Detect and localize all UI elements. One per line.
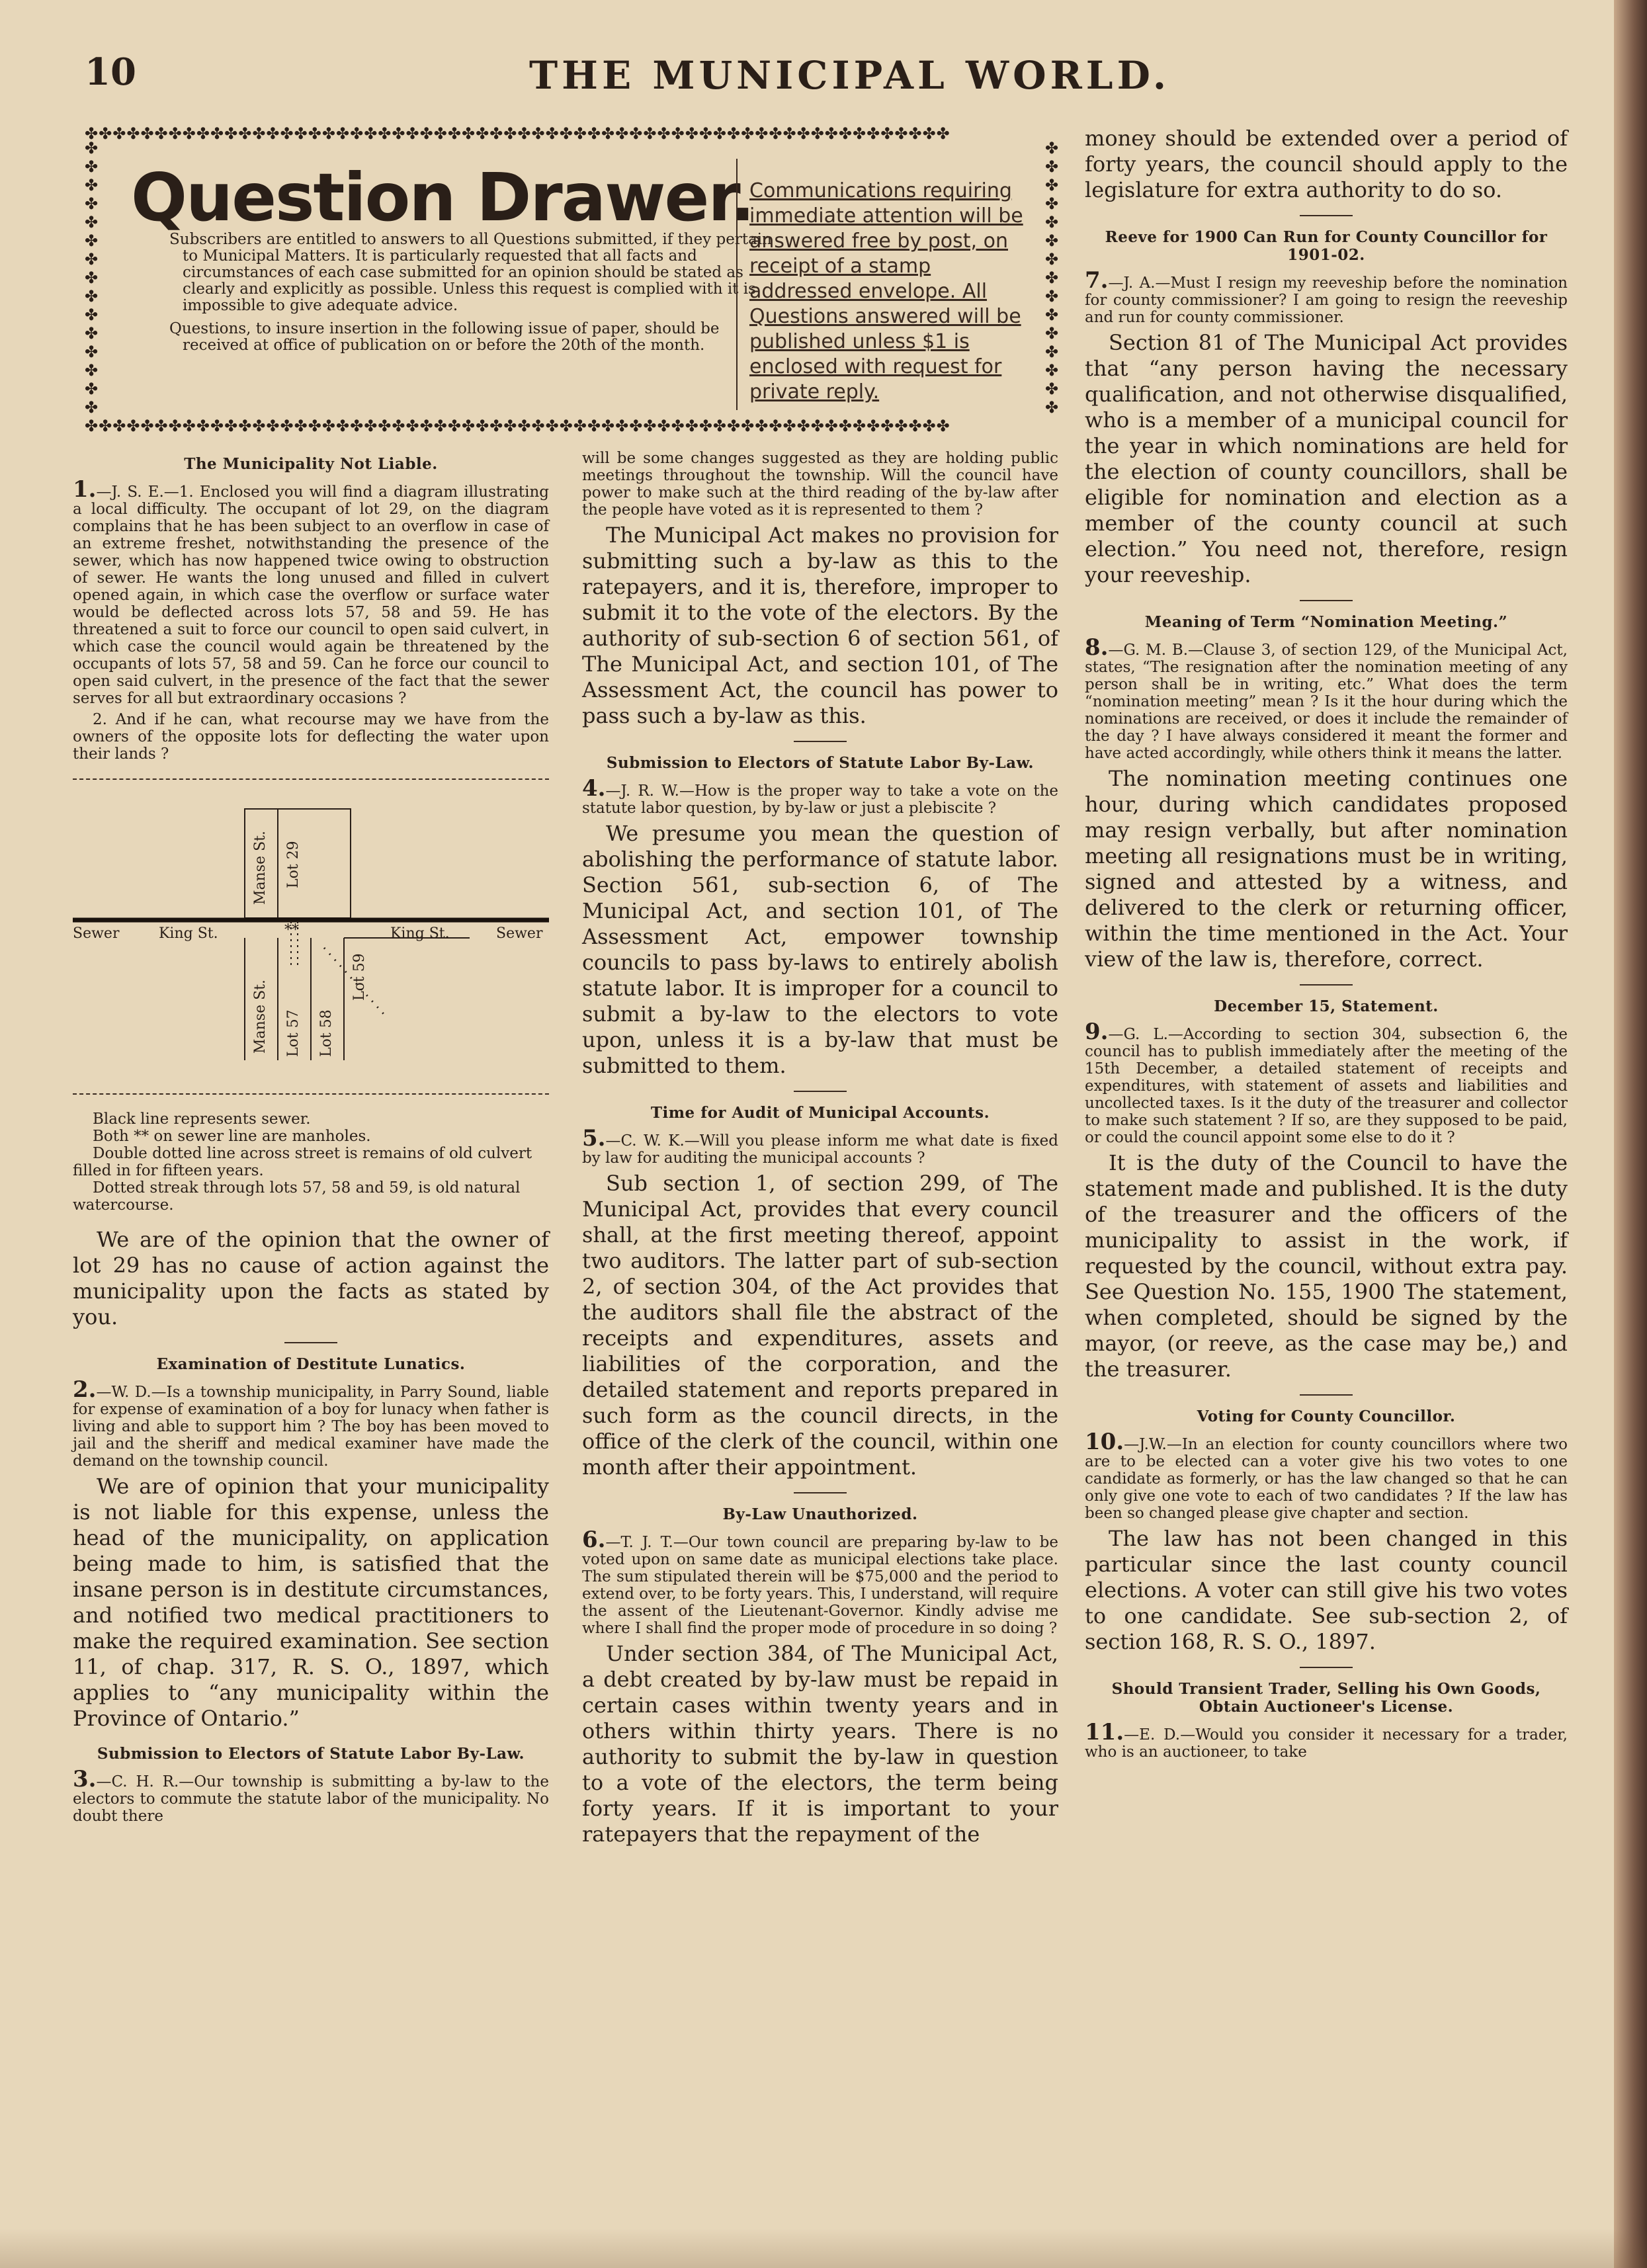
- question-9: [1085, 1019, 1568, 1146]
- private-reply-notice: Communications requiring immediate attention will be answered free by post, on receipt of a stamp addressed envelope. All Questions answered will be published unless $1 is enclosed with request for private reply.: [749, 179, 1023, 403]
- question-text: —E. D.—Would you consider it necessary for a trader, who is an auctioneer, to take: [1085, 1726, 1568, 1761]
- column-1: [73, 450, 549, 1829]
- section-heading: By-Law Unauthorized.: [722, 1505, 918, 1523]
- lot-diagram: [73, 796, 549, 1093]
- journal-title: THE MUNICIPAL WORLD.: [529, 53, 1171, 98]
- section-heading: Should Transient Trader, Selling his Own Goods, Obtain Auctioneer's License.: [1111, 1680, 1541, 1716]
- diagram-label-sewer-left: Sewer: [73, 925, 120, 942]
- answer-6-continued: money should be extended over a period of forty years, the council should apply to the legislature for extra authority to do so.: [1085, 126, 1568, 202]
- question-number: 1.: [73, 476, 97, 503]
- divider: [1300, 1394, 1353, 1396]
- section-heading: Examination of Destitute Lunatics.: [156, 1355, 466, 1373]
- ornamental-border-bottom: ✤✤✤✤✤✤✤✤✤✤✤✤✤✤✤✤✤✤✤✤✤✤✤✤✤✤✤✤✤✤✤✤✤✤✤✤✤✤✤✤✤✤✤✤✤✤✤✤✤✤✤✤✤✤✤✤✤✤✤✤✤✤: [85, 418, 950, 434]
- divider: [284, 1342, 337, 1343]
- legend-line: Dotted streak through lots 57, 58 and 59, is old natural watercourse.: [73, 1179, 521, 1214]
- divider: [794, 1091, 847, 1092]
- answer-8: The nomination meeting continues one hour, during which candidates proposed may resign verbally, but after nomination meeting all resignations must be in writing, signed and attested by a witness, and delivered to the clerk or returning officer, within the time mentioned in the Act. Your view of the law is, therefore, correct.: [1085, 766, 1568, 972]
- question-number: 11.: [1085, 1719, 1124, 1745]
- divider: [1300, 1667, 1353, 1668]
- question-4: [582, 775, 1058, 817]
- ornamental-border-top: ✤✤✤✤✤✤✤✤✤✤✤✤✤✤✤✤✤✤✤✤✤✤✤✤✤✤✤✤✤✤✤✤✤✤✤✤✤✤✤✤✤✤✤✤✤✤✤✤✤✤✤✤✤✤✤✤✤✤✤✤✤✤: [85, 126, 950, 142]
- divider: [1300, 984, 1353, 986]
- diagram-label-king-st-left: King St.: [159, 925, 218, 942]
- intro-paragraph-2: Questions, to insure insertion in the following issue of paper, should be received at office of publication on or before the 20th of the month.: [169, 320, 720, 354]
- question-6: [582, 1527, 1058, 1637]
- diagram-label-lot-59: Lot 59: [351, 953, 368, 1001]
- diagram-label-manse-st-lower: Manse St.: [252, 979, 269, 1054]
- diagram-label-sewer-right: Sewer: [496, 925, 543, 942]
- legend-line: Both ** on sewer line are manholes.: [93, 1128, 371, 1145]
- section-heading: Time for Audit of Municipal Accounts.: [650, 1104, 990, 1122]
- diagram-label-manholes: **: [284, 922, 299, 939]
- section-heading: Submission to Electors of Statute Labor By-Law.: [97, 1745, 525, 1763]
- column-3: [1085, 126, 1568, 1765]
- question-7: [1085, 267, 1568, 326]
- diagram-label-manse-st: Manse St.: [252, 830, 269, 905]
- question-drawer-intro: [169, 231, 784, 360]
- divider: [73, 778, 549, 780]
- ornamental-border-left: ✤✤✤✤✤✤✤✤✤✤✤✤✤✤✤: [85, 139, 99, 417]
- question-number: 5.: [582, 1125, 606, 1152]
- diagram-label-lot-29: Lot 29: [285, 841, 302, 888]
- diagram-label-lot-58: Lot 58: [318, 1009, 335, 1057]
- section-heading: December 15, Statement.: [1214, 997, 1439, 1015]
- question-number: 9.: [1085, 1019, 1109, 1045]
- answer-10: The law has not been changed in this particular since the last county council elections. A voter can still give his two votes to one candidate. See sub-section 2, of section 168, R. S. O., 1897.: [1085, 1526, 1568, 1654]
- column-2: [582, 450, 1058, 1854]
- question-drawer-title: Question Drawer.: [131, 159, 754, 236]
- answer-9: It is the duty of the Council to have the statement made and published. It is the duty of the treasurer and the officers of the municipality to assist in the work, if requested by the council, without extra pay. See Question No. 155, 1900 The statement, when completed, should be signed by the mayor, (or reeve, as the case may be,) and the treasurer.: [1085, 1150, 1568, 1382]
- diagram-label-king-st-right: King St.: [390, 925, 450, 942]
- question-text: —J. R. W.—How is the proper way to take a vote on the statute labor question, by by-law or just a plebiscite ?: [582, 782, 1058, 817]
- question-number: 4.: [582, 775, 606, 802]
- answer-5: Sub section 1, of section 299, of The Municipal Act, provides that every council shall, at the first meeting thereof, appoint two auditors. The latter part of sub-section 2, of section 304, of the Act provides that the auditors shall file the abstract of the receipts and expenditures, assets and liabilities of the corporation, and the detailed statement and reports prepared in such form as the council directs, in the office of the clerk of the council, within one month after their appointment.: [582, 1171, 1058, 1480]
- diagram-legend: [73, 1111, 549, 1214]
- divider: [794, 1492, 847, 1493]
- question-text: —G. L.—According to section 304, subsection 6, the council has to publish immediately after the meeting of the 15th December, a detailed statement of receipts and expenditures, with statement of assets and liabilities and uncollected taxes. Is it the duty of the treasurer and collector to make such statement ? If so, are they supposed to be paid, or could the council appoint some else to do it ?: [1085, 1026, 1568, 1146]
- answer-4: We presume you mean the question of abolishing the performance of statute labor. Section 561, sub-section 6, of The Municipal Act, and section 101, of The Assessment Act, empower township councils to pass by-laws to entirely abolish statute labor. It is improper for a council to submit a by-law to the electors to vote upon, unless it is a by-law that must be submitted to them.: [582, 821, 1058, 1078]
- question-text: —J. A.—Must I resign my reeveship before the nomination for county commissioner? I am going to resign the reeveship and run for county commissioner.: [1085, 274, 1568, 326]
- legend-line: Black line represents sewer.: [93, 1111, 311, 1128]
- question-text: —C. H. R.—Our township is submitting a by-law to the electors to commute the statute labor of the municipality. No doubt there: [73, 1773, 549, 1825]
- question-number: 6.: [582, 1527, 606, 1553]
- question-text: —G. M. B.—Clause 3, of section 129, of the Municipal Act, states, “The resignation after the nomination meeting of any person shall be in writing, etc.” What does the term “nomination meeting” mean ? Is it the hour during which the nominations are received, or does it include the remainder of the day ? I have always considered it meant the former and have acted accordingly, while others think it means the latter.: [1085, 642, 1568, 762]
- question-1-part-2: 2. And if he can, what recourse may we have from the owners of the opposite lots for deflecting the water upon their lands ?: [73, 711, 549, 763]
- divider: [1300, 215, 1353, 216]
- question-1: [73, 476, 549, 707]
- question-text: —C. W. K.—Will you please inform me what date is fixed by law for auditing the municipal accounts ?: [582, 1132, 1058, 1167]
- answer-1: We are of the opinion that the owner of lot 29 has no cause of action against the municipality upon the facts as stated by you.: [73, 1227, 549, 1329]
- answer-7: Section 81 of The Municipal Act provides that “any person having the necessary qualification, and not otherwise disqualified, who is a member of a municipal council for the year in which nominations are held for the election of county councillors, shall be eligible for nomination and election as a member of the county council at such election.” You need not, therefore, resign your reeveship.: [1085, 330, 1568, 587]
- question-2: [73, 1376, 549, 1470]
- answer-6: Under section 384, of The Municipal Act, a debt created by by-law must be repaid in certain cases within twenty years and in others within thirty years. There is no authority to submit the by-law in question to a vote of the electors, the term being forty years. If it is important to your ratepayers that the repayment of the: [582, 1641, 1058, 1847]
- question-number: 8.: [1085, 634, 1109, 661]
- question-text: —J. S. E.—1. Enclosed you will find a diagram illustrating a local difficulty. The occupant of lot 29, on the diagram complains that he has been subject to an overflow in case of an extreme freshet, notwithstanding the presence of the sewer, which has now happened twice owing to obstruction of sewer. He wants the long unused and filled in culvert opened again, in which case the overflow or surface water would be deflected across lots 57, 58 and 59. He has threatened a suit to force our council to open said culvert, in which case the council would again be threatened by the occupants of lots 57, 58 and 59. Can he force our council to open said culvert, in the presence of the fact that the sewer serves for all but extraordinary occasions ?: [73, 483, 549, 707]
- ornamental-border-right: ✤✤✤✤✤✤✤✤✤✤✤✤✤✤✤: [1045, 139, 1059, 417]
- section-heading: Submission to Electors of Statute Labor By-Law.: [606, 754, 1035, 772]
- legend-line: Double dotted line across street is remains of old culvert filled in for fifteen years.: [73, 1145, 532, 1179]
- section-heading: The Municipality Not Liable.: [184, 455, 438, 473]
- divider: [73, 1093, 549, 1095]
- section-heading: Meaning of Term “Nomination Meeting.”: [1144, 613, 1508, 631]
- question-3: [73, 1766, 549, 1825]
- divider: [1300, 600, 1353, 601]
- question-drawer-box: [85, 126, 1064, 433]
- question-11: [1085, 1719, 1568, 1761]
- diagram-label-lot-57: Lot 57: [285, 1009, 302, 1057]
- question-text: —J.W.—In an election for county councillors where two are to be elected can a voter give his two votes to one candidate as formerly, or has the law changed so that he can only give one vote to each of two candidates ? If the law has been so changed please give chapter and section.: [1085, 1436, 1568, 1522]
- question-8: [1085, 634, 1568, 762]
- answer-3: The Municipal Act makes no provision for submitting such a by-law as this to the ratepayers, and it is, therefore, improper to submit it to the vote of the electors. By the authority of sub-section 6 of section 561, of The Municipal Act, and section 101, of The Assessment Act, the council has power to pass such a by-law as this.: [582, 523, 1058, 728]
- question-3-continued: will be some changes suggested as they are holding public meetings throughout the township. Will the council have power to make such at the third reading of the by-law after the people have voted as it is represented to them ?: [582, 450, 1058, 519]
- page-shadow: [0, 2228, 1647, 2268]
- question-number: 3.: [73, 1766, 97, 1792]
- question-10: [1085, 1429, 1568, 1522]
- question-number: 2.: [73, 1376, 97, 1403]
- section-heading: Voting for County Councillor.: [1197, 1407, 1456, 1425]
- question-number: 7.: [1085, 267, 1109, 294]
- question-5: [582, 1125, 1058, 1167]
- divider: [794, 741, 847, 742]
- page-edge: [1614, 0, 1647, 2268]
- answer-2: We are of opinion that your municipality is not liable for this expense, unless the head of the municipality, on application being made to him, is satisfied that the insane person is in destitute circumstances, and notified two medical practitioners to make the required examination. See section 11, of chap. 317, R. S. O., 1897, which applies to “any municipality within the Province of Ontario.”: [73, 1474, 549, 1731]
- question-number: 10.: [1085, 1429, 1124, 1455]
- box-divider: [736, 159, 738, 410]
- intro-paragraph-1: Subscribers are entitled to answers to all Questions submitted, if they pertain to Municipal Matters. It is particularly requested that all facts and circumstances of each case submitted for an opinion should be stated as clearly and explicitly as possible. Unless this request is complied with it is impossible to give adequate advice.: [169, 231, 772, 314]
- section-heading: Reeve for 1900 Can Run for County Councillor for 1901-02.: [1105, 228, 1548, 264]
- question-text: —W. D.—Is a township municipality, in Parry Sound, liable for expense of examination of a boy for lunacy when father is living and able to support him ? The boy has been moved to jail and the sheriff and medical examiner have made the demand on the township council.: [73, 1384, 549, 1470]
- page-number: 10: [85, 50, 136, 94]
- question-text: —T. J. T.—Our town council are preparing by-law to be voted upon on same date as municipal elections take place. The sum stipulated therein will be $75,000 and the period to extend over, to be forty years. This, I understand, will require the assent of the Lieutenant-Governor. Kindly advise me where I shall find the proper mode of procedure in so doing ?: [582, 1534, 1058, 1637]
